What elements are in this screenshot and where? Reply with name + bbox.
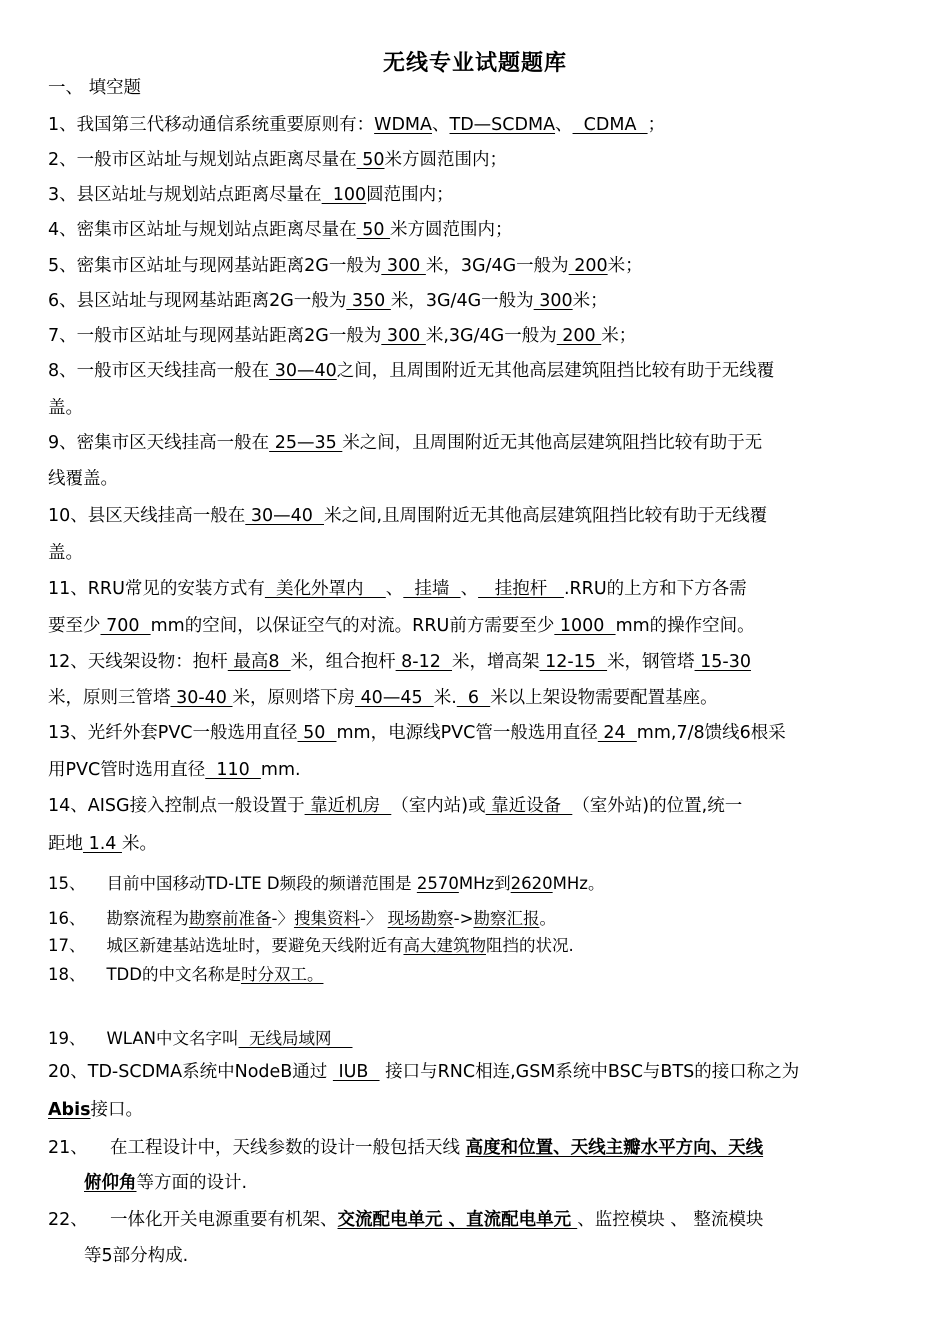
answer-blank: 200 bbox=[556, 326, 602, 346]
question-text: -> bbox=[453, 909, 474, 928]
answer-blank: TD—SCDMA bbox=[449, 115, 556, 135]
answer-blank: 高度和位置、天线主瓣水平方向、天线 bbox=[465, 1138, 764, 1158]
answer-blank: CDMA bbox=[572, 115, 648, 135]
answer-blank: 6 bbox=[456, 688, 491, 708]
question-text: mm的操作空间。 bbox=[615, 616, 755, 636]
question-text: 米. bbox=[433, 688, 457, 708]
answer-blank: Abis bbox=[48, 1100, 91, 1120]
question-line bbox=[48, 758, 301, 782]
question-text: 15、 目前中国移动TD-LTE D频段的频谱范围是 bbox=[48, 874, 417, 893]
answer-blank: 8-12 bbox=[395, 652, 453, 672]
answer-blank: 50 bbox=[297, 723, 337, 743]
question-line bbox=[48, 324, 636, 348]
question-text: 之间，且周围附近无其他高层建筑阻挡比较有助于无线覆 bbox=[336, 361, 775, 381]
question-text: 4、密集市区站址与规划站点距离尽量在 bbox=[48, 220, 357, 240]
question-text: 米； bbox=[601, 326, 637, 346]
answer-blank: 30—40 bbox=[269, 361, 337, 381]
answer-blank: 50 bbox=[356, 150, 385, 170]
question-text: 8、一般市区天线挂高一般在 bbox=[48, 361, 270, 381]
answer-blank: 30-40 bbox=[170, 688, 233, 708]
answer-blank: 50 bbox=[356, 220, 391, 240]
question-line bbox=[48, 289, 608, 313]
answer-blank: 110 bbox=[205, 760, 261, 780]
answer-blank: 30—40 bbox=[245, 506, 325, 526]
question-text: （室外站)的位置,统一 bbox=[572, 796, 743, 816]
question-text: 3、县区站址与规划站点距离尽量在 bbox=[48, 185, 322, 205]
question-text: 米，钢管塔 bbox=[607, 652, 695, 672]
question-line bbox=[48, 614, 755, 638]
question-text: 、 bbox=[432, 115, 450, 135]
question-text: 17、 城区新建基站选址时，要避免天线附近有 bbox=[48, 936, 404, 955]
question-text: MHz。 bbox=[552, 874, 605, 893]
question-text: 18、 TDD的中文名称是 bbox=[48, 965, 241, 984]
question-text: MHz到 bbox=[458, 874, 511, 893]
question-text: 盖。 bbox=[48, 543, 83, 563]
answer-blank: 时分双工。 bbox=[240, 965, 324, 984]
question-text: 、 bbox=[460, 579, 479, 599]
question-text: 19、 WLAN中文名字叫 bbox=[48, 1029, 239, 1048]
question-line bbox=[48, 359, 774, 383]
question-text: 21、 在工程设计中，天线参数的设计一般包括天线 bbox=[48, 1138, 466, 1158]
question-text: mm. bbox=[260, 760, 301, 780]
question-text: 线覆盖。 bbox=[48, 469, 118, 489]
question-text: 用PVC管时选用直径 bbox=[48, 760, 206, 780]
question-line bbox=[48, 254, 643, 278]
question-line bbox=[48, 113, 665, 137]
answer-blank: 700 bbox=[100, 616, 151, 636]
question-text: 、监控模块 、 整流模块 bbox=[577, 1210, 764, 1230]
question-text: mm，电源线PVC管一般选用直径 bbox=[336, 723, 598, 743]
answer-blank: 200 bbox=[568, 256, 608, 276]
question-text: 米之间，且周围附近无其他高层建筑阻挡比较有助于无 bbox=[342, 433, 763, 453]
answer-blank: 100 bbox=[321, 185, 367, 205]
question-text: mm,7/8馈线6根采 bbox=[636, 723, 786, 743]
question-text: 米以上架设物需要配置基座。 bbox=[490, 688, 718, 708]
question-text: 20、TD-SCDMA系统中NodeB通过 bbox=[48, 1062, 333, 1082]
question-text: 14、AISG接入控制点一般设置于 bbox=[48, 796, 305, 816]
question-text: 米方圆范围内； bbox=[390, 220, 513, 240]
question-line bbox=[48, 541, 83, 565]
answer-blank: IUB bbox=[332, 1062, 380, 1082]
question-text: 米，原则三管塔 bbox=[48, 688, 171, 708]
answer-blank: 1.4 bbox=[83, 834, 122, 854]
answer-blank: 2620 bbox=[510, 874, 553, 893]
question-text: 11、RRU常见的安装方式有 bbox=[48, 579, 265, 599]
question-line bbox=[48, 218, 513, 242]
answer-blank: 1000 bbox=[554, 616, 616, 636]
question-text: 接口与RNC相连,GSM系统中BSC与BTS的接口称之为 bbox=[379, 1062, 800, 1082]
question-line bbox=[84, 1171, 247, 1195]
question-text: 22、 一体化开关电源重要有机架、 bbox=[48, 1210, 338, 1230]
answer-blank: 现场勘察 bbox=[387, 909, 454, 928]
question-line bbox=[48, 650, 751, 674]
question-text: 等方面的设计. bbox=[136, 1173, 248, 1193]
question-line bbox=[48, 907, 556, 931]
question-text: 5、密集市区站址与现网基站距离2G一般为 bbox=[48, 256, 382, 276]
answer-blank: 最高8 bbox=[227, 652, 291, 672]
answer-blank: WDMA bbox=[374, 115, 432, 135]
question-text: 2、一般市区站址与规划站点距离尽量在 bbox=[48, 150, 357, 170]
question-text: 10、县区天线挂高一般在 bbox=[48, 506, 246, 526]
answer-blank: 12-15 bbox=[539, 652, 608, 672]
question-line bbox=[48, 1060, 799, 1084]
section-heading: 一、 填空题 bbox=[48, 78, 142, 98]
question-text: .RRU的上方和下方各需 bbox=[563, 579, 747, 599]
question-text: 米，增高架 bbox=[452, 652, 540, 672]
question-line bbox=[48, 963, 323, 987]
question-text: 米方圆范围内； bbox=[384, 150, 507, 170]
question-text: 米之间,且周围附近无其他高层建筑阻挡比较有助于无线覆 bbox=[324, 506, 768, 526]
question-line bbox=[84, 1244, 188, 1268]
answer-blank: 高大建筑物 bbox=[403, 936, 486, 955]
answer-blank: 俯仰角 bbox=[84, 1173, 137, 1193]
answer-blank: 15-30 bbox=[694, 652, 751, 672]
answer-blank: 勘察前准备 bbox=[188, 909, 272, 928]
question-text: -〉 bbox=[271, 909, 294, 928]
question-text: 米。 bbox=[121, 834, 157, 854]
question-text: 、 bbox=[385, 579, 404, 599]
question-line bbox=[48, 431, 762, 455]
question-line bbox=[48, 1208, 763, 1232]
question-line bbox=[48, 934, 574, 958]
answer-blank: 挂抱杆 bbox=[478, 579, 564, 599]
question-text: 要至少 bbox=[48, 616, 101, 636]
question-text: （室内站)或 bbox=[391, 796, 486, 816]
answer-blank: 2570 bbox=[416, 874, 459, 893]
answer-blank: 勘察汇报 bbox=[473, 909, 540, 928]
question-text: 阻挡的状况. bbox=[485, 936, 574, 955]
question-line bbox=[48, 721, 786, 745]
question-text: 7、一般市区站址与现网基站距离2G一般为 bbox=[48, 326, 382, 346]
answer-blank: 300 bbox=[381, 326, 426, 346]
question-text: 米； bbox=[572, 291, 608, 311]
question-text: 6、县区站址与现网基站距离2G一般为 bbox=[48, 291, 347, 311]
question-text: 、 bbox=[555, 115, 573, 135]
question-text: 盖。 bbox=[48, 398, 83, 418]
question-line bbox=[48, 872, 604, 896]
question-text: 16、 勘察流程为 bbox=[48, 909, 189, 928]
answer-blank: 40—45 bbox=[354, 688, 434, 708]
question-text: 12、天线架设物：抱杆 bbox=[48, 652, 228, 672]
question-text: 米，组合抱杆 bbox=[290, 652, 396, 672]
question-text: 1、我国第三代移动通信系统重要原则有： bbox=[48, 115, 375, 135]
question-text: -〉 bbox=[359, 909, 388, 928]
answer-blank: 24 bbox=[597, 723, 637, 743]
answer-blank: 靠近机房 bbox=[304, 796, 392, 816]
question-line bbox=[48, 832, 157, 856]
question-line bbox=[48, 183, 454, 207]
answer-blank: 350 bbox=[346, 291, 391, 311]
question-line bbox=[48, 1136, 763, 1160]
question-text: 13、光纤外套PVC一般选用直径 bbox=[48, 723, 298, 743]
question-line bbox=[48, 396, 83, 420]
question-text: 等5部分构成. bbox=[84, 1246, 189, 1266]
question-text: 米，3G/4G一般为 bbox=[425, 256, 569, 276]
question-text: 米，3G/4G一般为 bbox=[390, 291, 534, 311]
answer-blank: 交流配电单元 、直流配电单元 bbox=[337, 1210, 578, 1230]
question-line bbox=[48, 794, 742, 818]
answer-blank: 无线局域网 bbox=[238, 1029, 353, 1048]
question-text: 米,3G/4G一般为 bbox=[425, 326, 557, 346]
question-text: 接口。 bbox=[90, 1100, 143, 1120]
answer-blank: 搜集资料 bbox=[293, 909, 360, 928]
answer-blank: 美化外罩内 bbox=[264, 579, 386, 599]
question-text: 9、密集市区天线挂高一般在 bbox=[48, 433, 270, 453]
answer-blank: 靠近设备 bbox=[485, 796, 573, 816]
question-text: 圆范围内； bbox=[366, 185, 454, 205]
question-line bbox=[48, 1098, 143, 1122]
question-line bbox=[48, 577, 747, 601]
question-line bbox=[48, 686, 718, 710]
question-text: 米； bbox=[607, 256, 643, 276]
question-text: 。 bbox=[539, 909, 556, 928]
answer-blank: 25—35 bbox=[269, 433, 343, 453]
question-text: 米，原则塔下房 bbox=[232, 688, 355, 708]
answer-blank: 300 bbox=[381, 256, 426, 276]
document-title: 无线专业试题题库 bbox=[382, 51, 567, 76]
question-text: ； bbox=[647, 115, 666, 135]
question-line bbox=[48, 148, 507, 172]
answer-blank: 挂墙 bbox=[403, 579, 461, 599]
question-line bbox=[48, 504, 767, 528]
answer-blank: 300 bbox=[533, 291, 573, 311]
question-text: mm的空间，以保证空气的对流。RRU前方需要至少 bbox=[150, 616, 555, 636]
question-line bbox=[48, 1027, 352, 1051]
question-line bbox=[48, 467, 118, 491]
question-text: 距地 bbox=[48, 834, 83, 854]
